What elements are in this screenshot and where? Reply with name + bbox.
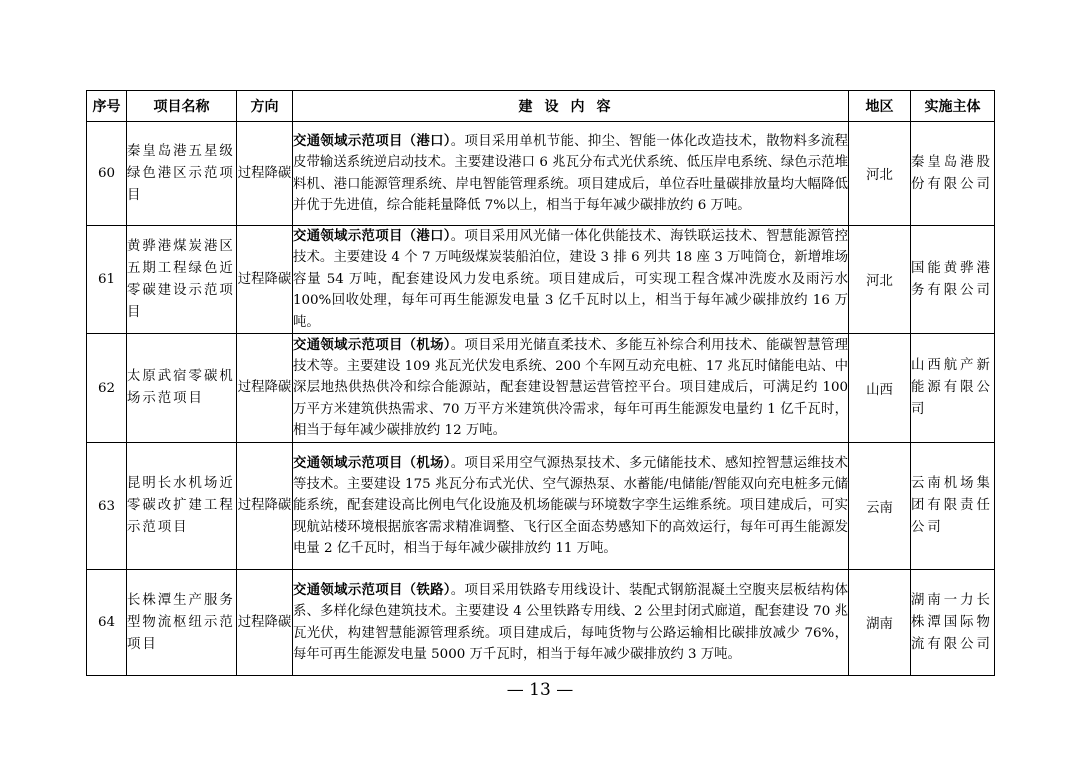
row-content-lead: 交通领域示范项目（机场） — [293, 337, 451, 353]
row-content-text: 。项目采用光储直柔技术、多能互补综合利用技术、能碳智慧管理技术等。主要建设 109 兆瓦光伏发电系统、200 个车网互动充电桩、17 兆瓦时储能电站、中深层地热供热供冷和综合能源站，配套建设智慧运营管控平台。项目建成后，可满足约 100 万平方米建筑供热需求、70 万平方米建筑供冷需求，每年可再生能源发电量约 1 亿千瓦时，相当于每年减少碳排放约 12 万吨。 — [293, 337, 848, 439]
row-num: 62 — [87, 334, 127, 443]
row-num: 64 — [87, 570, 127, 676]
row-content-text: 。项目采用风光储一体化供能技术、海铁联运技术、智慧能源管控技术。主要建设 4 个 7 万吨级煤炭装船泊位，建设 3 排 6 列共 18 座 3 万吨筒仓，新增堆场容量 54 万吨，配套建设风力发电系统。项目建成后，可实现工程含煤冲洗废水及雨污水 100%回收处理，每年可再生能源发电量 3 亿千瓦时以上，相当于每年减少碳排放约 16 万吨。 — [293, 229, 848, 330]
row-direction: 过程降碳 — [237, 443, 293, 570]
row-content-lead: 交通领域示范项目（铁路） — [293, 582, 451, 598]
header-org: 实施主体 — [911, 91, 995, 122]
row-org: 山西航产新能源有限公司 — [911, 334, 995, 443]
row-project-name: 长株潭生产服务型物流枢纽示范项目 — [127, 570, 237, 676]
row-num: 63 — [87, 443, 127, 570]
header-name: 项目名称 — [127, 91, 237, 122]
table-row — [87, 226, 995, 334]
row-region: 云南 — [849, 443, 911, 570]
table-row — [87, 122, 995, 226]
row-content-text: 。项目采用铁路专用线设计、装配式钢筋混凝土空腹夹层板结构体系、多样化绿色建筑技术。主要建设 4 公里铁路专用线、2 公里封闭式廊道，配套建设 70 兆瓦光伏，构建智慧能源管理系统。项目建成后，每吨货物与公路运输相比碳排放减少 76%，每年可再生能源发电量 5000 万千瓦时，相当于每年减少碳排放约 3 万吨。 — [293, 582, 848, 662]
row-region: 湖南 — [849, 570, 911, 676]
row-region: 河北 — [849, 226, 911, 334]
table-row — [87, 443, 995, 570]
row-project-name: 太原武宿零碳机场示范项目 — [127, 334, 237, 443]
header-num: 序号 — [87, 91, 127, 122]
row-project-name: 秦皇岛港五星级绿色港区示范项目 — [127, 122, 237, 226]
row-region: 河北 — [849, 122, 911, 226]
row-direction: 过程降碳 — [237, 122, 293, 226]
row-num: 60 — [87, 122, 127, 226]
row-org: 湖南一力长株潭国际物流有限公司 — [911, 570, 995, 676]
project-table — [86, 90, 995, 676]
row-project-name: 昆明长水机场近零碳改扩建工程示范项目 — [127, 443, 237, 570]
header-content: 建设内容 — [293, 91, 849, 122]
row-content-lead: 交通领域示范项目（港口） — [293, 229, 451, 244]
header-region: 地区 — [849, 91, 911, 122]
row-region: 山西 — [849, 334, 911, 443]
row-content — [293, 122, 849, 226]
row-project-name: 黄骅港煤炭港区五期工程绿色近零碳建设示范项目 — [127, 226, 237, 334]
header-direction: 方向 — [237, 91, 293, 122]
row-org: 国能黄骅港务有限公司 — [911, 226, 995, 334]
row-num: 61 — [87, 226, 127, 334]
row-content-lead: 交通领域示范项目（机场） — [293, 455, 451, 471]
page-number: — 13 — — [506, 680, 574, 700]
table-row — [87, 570, 995, 676]
row-content-text: 。项目采用空气源热泵技术、多元储能技术、感知控智慧运维技术等技术。主要建设 175 兆瓦分布式光伏、空气源热泵、水蓄能/电储能/智能双向充电桩多元储能系统，配套建设高比例电气化设施及机场能碳与环境数字孪生运维系统。项目建成后，可实现航站楼环境根据旅客需求精准调整、飞行区全面态势感知下的高效运行，每年可再生能源发电量 2 亿千瓦时，相当于每年减少碳排放约 11 万吨。 — [293, 455, 848, 557]
row-org: 秦皇岛港股份有限公司 — [911, 122, 995, 226]
row-direction: 过程降碳 — [237, 334, 293, 443]
row-content-text: 。项目采用单机节能、抑尘、智能一体化改造技术，散物料多流程皮带输送系统逆启动技术。主要建设港口 6 兆瓦分布式光伏系统、低压岸电系统、绿色示范堆料机、港口能源管理系统、岸电智能管理系统。项目建成后，单位吞吐量碳排放量均大幅降低并优于先进值，综合能耗量降低 7%以上，相当于每年减少碳排放约 6 万吨。 — [293, 133, 848, 213]
row-content — [293, 570, 849, 676]
table-row — [87, 334, 995, 443]
table-header-row — [87, 91, 995, 122]
row-content-lead: 交通领域示范项目（港口） — [293, 133, 451, 149]
row-direction: 过程降碳 — [237, 226, 293, 334]
row-content — [293, 443, 849, 570]
row-org: 云南机场集团有限责任公司 — [911, 443, 995, 570]
row-direction: 过程降碳 — [237, 570, 293, 676]
row-content — [293, 334, 849, 443]
row-content — [293, 226, 849, 334]
